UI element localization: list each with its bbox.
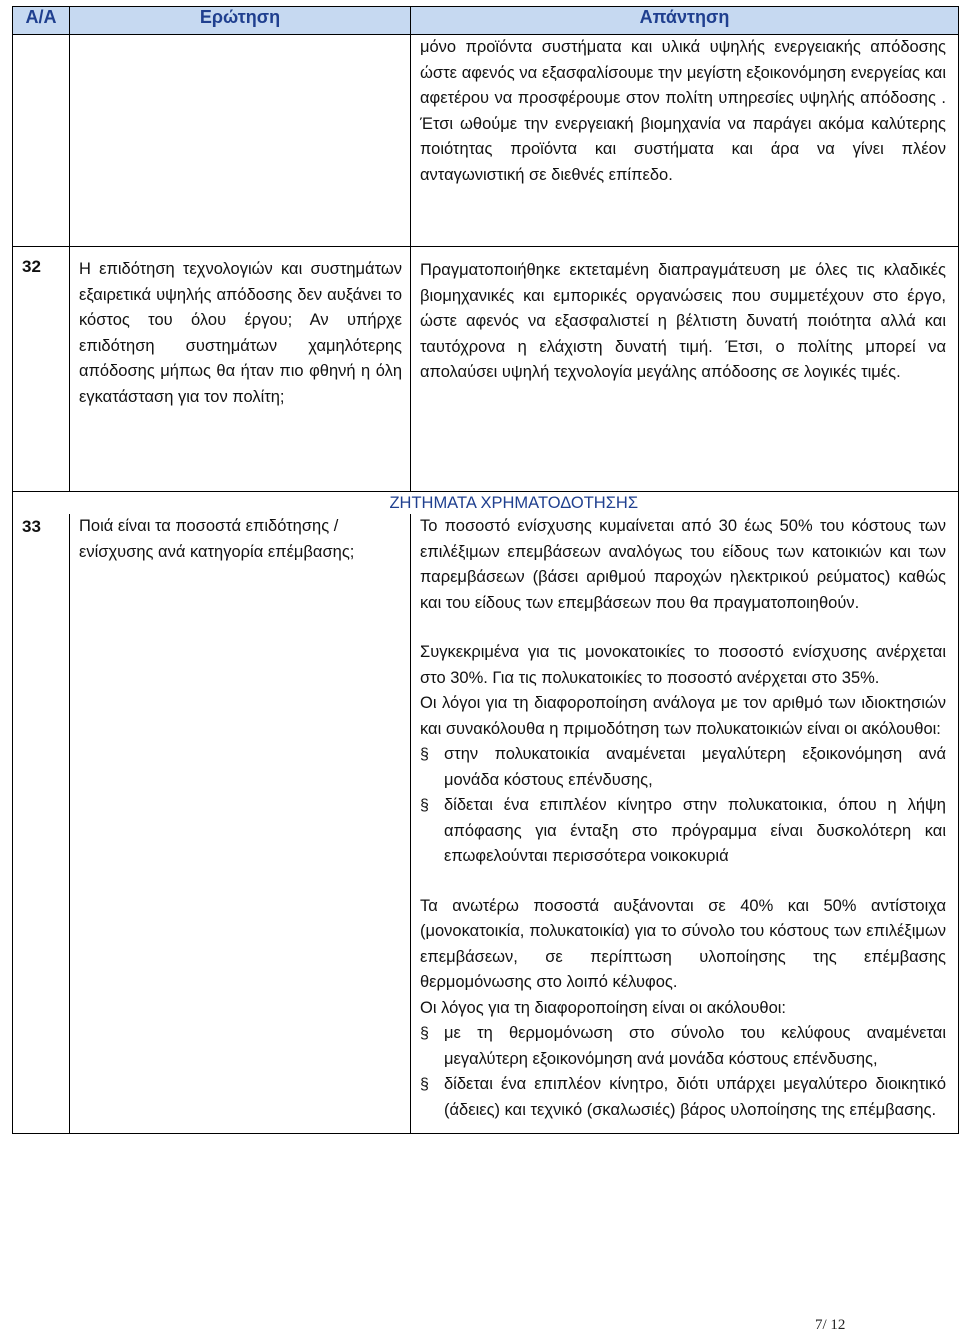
section-sign-bullet-icon: §	[420, 746, 429, 763]
list-item: § δίδεται ένα επιπλέον κίνητρο, διότι υπάρχει μεγαλύτερο διοικητικό (άδειες) και τεχνικό (σκαλωσιές) βάρος υλοποίησης της επέμβασης.	[420, 1072, 946, 1123]
answer-paragraph-3: Οι λόγοι για τη διαφοροποίηση ανάλογα με τον αριθμό των ιδιοκτησιών και συνακόλουθα η πριμοδότηση των πολυκατοικιών είναι οι ακόλουθοι:	[420, 694, 946, 738]
section-title-row	[13, 492, 959, 515]
header-question: Ερώτηση	[70, 7, 411, 35]
page-number: 7/ 12	[815, 1317, 846, 1333]
list-item: § δίδεται ένα επιπλέον κίνητρο στην πολυκατοικια, όπου η λήψη απόφασης για ένταξη στο πρόγραμμα είναι δυσκολότερη και επωφελούνται περισσότερα νοικοκυριά	[420, 793, 946, 870]
bullet-list-2	[420, 1021, 946, 1123]
answer-cell	[411, 514, 959, 1134]
answer-text: Πραγματοποιήθηκε εκτεταμένη διαπραγμάτευση με όλες τις κλαδικές βιομηχανικές και εμπορικές οργανώσεις που συμμετέχουν στο έργο, ώστε αφενός να εξασφαλιστεί η βέλτιστη δυνατή ποιότητα αλλά και ταυτόχρονα η ελάχιστη δυνατή τιμή. Έτσι, ο πολίτης μπορεί να απολαύσει υψηλή τεχνολογία μεγάλης απόδοσης σε λογικές τιμές.	[420, 261, 946, 381]
faq-table	[12, 6, 959, 1134]
row-number: 33	[13, 514, 70, 1134]
cell-answer-continuation	[411, 35, 959, 247]
header-num: Α/Α	[13, 7, 70, 35]
table-row-33	[13, 514, 959, 1134]
table-row-32	[13, 247, 959, 492]
question-cell	[70, 514, 411, 1134]
section-sign-bullet-icon: §	[420, 797, 429, 814]
section-title: ΖΗΤΗΜΑΤΑ ΧΡΗΜΑΤΟΔΟΤΗΣΗΣ	[70, 492, 959, 515]
list-item: § με τη θερμομόνωση στο σύνολο του κελύφους αναμένεται μεγαλύτερη εξοικονόμηση ανά μονάδα κόστους επένδυσης,	[420, 1021, 946, 1072]
question-text: Η επιδότηση τεχνολογιών και συστημάτων εξαιρετικά υψηλής απόδοσης δεν αυξάνει το κόστος του όλου έργου; Αν υπήρχε επιδότηση συστημάτων χαμηλότερης απόδοσης μήπως θα ήταν πιο φθηνή η όλη εγκατάσταση για τον πολίτη;	[79, 260, 402, 406]
cell-num-empty	[13, 35, 70, 247]
answer-cell	[411, 247, 959, 492]
question-cell	[70, 247, 411, 492]
answer-paragraph-5: Οι λόγος για τη διαφοροποίηση είναι οι ακόλουθοι:	[420, 998, 786, 1017]
list-item: § στην πολυκατοικία αναμένεται μεγαλύτερη εξοικονόμηση ανά μονάδα κόστους επένδυσης,	[420, 742, 946, 793]
header-answer: Απάντηση	[411, 7, 959, 35]
table-header-row	[13, 7, 959, 35]
cell-question-empty	[70, 35, 411, 247]
answer-paragraph-2: Συγκεκριμένα για τις μονοκατοικίες το ποσοστό ενίσχυσης ανέρχεται στο 30%. Για τις πολυκατοικίες το ποσοστό ανέρχεται στο 35%.	[420, 643, 946, 687]
answer-paragraph-4: Τα ανωτέρω ποσοστά αυξάνονται σε 40% και 50% αντίστοιχα (μονοκατοικία, πολυκατοικία) για το σύνολο του κόστους των επιλέξιμων επεμβάσεων, σε περίπτωση υλοποίησης της επέμβασης θερμομόνωσης στο λοιπό κέλυφος.	[420, 896, 946, 991]
answer-continuation-text: μόνο προϊόντα συστήματα και υλικά υψηλής ενεργειακής απόδοσης ώστε αφενός να εξασφαλίσουμε την μεγίστη εξοικονόμηση ενεργείας και αφετέρου να προσφέρουμε στον πολίτη υπηρεσίες υψηλής απόδοσης . Έτσι ωθούμε την ενεργειακή βιομηχανία να παράγει ακόμα καλύτερης ποιότητας προϊόντα και συστήματα και άρα να γίνει πλέον ανταγωνιστική σε διεθνές επίπεδο.	[420, 38, 946, 184]
section-sign-bullet-icon: §	[420, 1076, 429, 1093]
row-number: 32	[13, 247, 70, 492]
bullet-list-1	[420, 742, 946, 870]
question-text: Ποιά είναι τα ποσοστά επιδότησης / ενίσχυσης ανά κατηγορία επέμβασης;	[79, 517, 355, 561]
answer-paragraph-1: Το ποσοστό ενίσχυσης κυμαίνεται από 30 έως 50% του κόστους των επιλέξιμων επεμβάσεων αναλόγως του είδους των κατοικιών και των παρεμβάσεων (βάσει αριθμού παροχών ηλεκτρικού ρεύματος) καθώς και του είδους των επεμβάσεων που θα πραγματοποιηθούν.	[420, 517, 946, 612]
section-sign-bullet-icon: §	[420, 1025, 429, 1042]
table-row-continuation	[13, 35, 959, 247]
